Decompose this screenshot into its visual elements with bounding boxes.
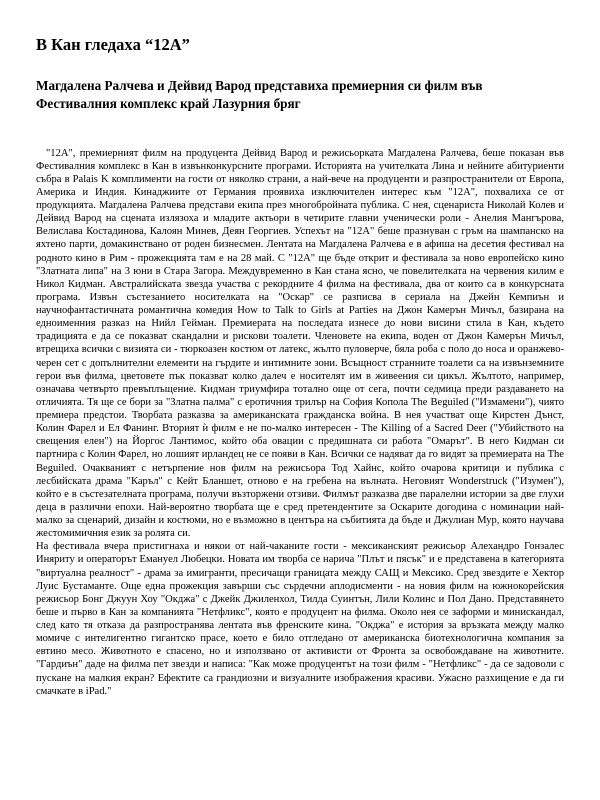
- article-title: В Кан гледахa “12А”: [36, 35, 190, 54]
- article-paragraph: "12А", премиерният филм на продуцента Дейвид Варод и режисьорката Магдалена Ралчева, беше показан във Фестивалния комплекс в Кан в извънконкурсните програми. Историята на учителката Лина и нейните абитуриенти събра в Palais K комплименти на гости от няколко страни, а най-вече на продуценти и разпространители от Европа, Америка и Индия. Кинаджиите от Германия проявиха изключителен интерес към "12А", похвалиха се от продукцията. Магдалена Ралчева представи екипа през многобройната публика. С нея, сценаристa Николай Колев и Дейвид Варод на сцената излязоха и младите актьори в четирите главни ученически роли - Анелия Мангъровa, Велислава Костадинова, Калоян Минев, Деян Георгиев. Успехът на "12А" беше празнуван с гръм на шампанско на яхтено парти, домакинствано от роден бизнесмен. Лентата на Магдалена Ралчева е в афиша на десетия фестивал на родното кино в Рим - прожекцията там е на 28 май. С "12А" ще бъде открит и фестивала за ново европейско кино "Златната липа" на 3 юни в Стара Загора. Междувременно в Кан стана ясно, че повелителката на червения килим е Никол Кидман. Австралийската звезда участва с рекордните 4 филма на фестивала, два от които са в конкурсната програма. Извън състезанието носителката на "Оскар" се разписва в сериала на Джейн Кемпиън и научнофантастичната романтична комедия How to Talk to Girls at Parties на Джон Камерън Мичъл, базирана на едноименния разказ на Нийл Гейман. Премиерата на последата изнесе до нови висини стила в Кан, където традицията е да се показват скандални и рискови тоалети. Членовете на екипа, воден от Джон Камерън Мичъл, втрещиха всички с визията си - тюркоазен костюм от латекс, жълто пуловерче, бяла роба с поло до носа и оранжево-черен сет с допълнителни елементи на гърдите и интимните зони. Всъщност странните тоалети са на извънземните герои във филма, цветовете пък показват колко далеч е носителят им в живеения си цикъл. Жълтото, например, означава четвърто превъплъщение. Кидман триумфира тотално още от сега, почти седмица преди раздаването на отличията. Тя ще се бори за "Златна палма" с еротичния трилър на София Копола The Beguiled ("Измамени"), чиято премиера предстои. Творбата разказва за американската гражданска война. В нея участват още Кирстен Дънст, Колин Фарел и Ел Фанинг. Вторият ѝ филм е не по-малко интересен - The Killing of a Sacred Deer ("Убийството на свещения елен") на Йоргос Лантимос, който оба овации с предишната си работа "Омарът". В него Кидман си партнира с Колин Фарел, но лошият ирландец не се появи в Кан. Всички се надяват да го видят за премиерата на The Beguiled. Очакваният с нетърпение нов филм на режисьора Тод Хайнс, който очарова критици и публика с лесбийската драма "Каръл" с Кейт Бланшет, отново е на гребена на вълната. Неговият Wonderstruck ("Изумен"), който е в състезателната програма, получи възторжени отзиви. Филмът разказва две паралелни истории за две глухи деца в различни епохи. Най-вероятно творбата ще е сред претендентите за Оскарите догодина с номинации най-малко за сценарий, дизайн и костюми, но е възможно в центъра на събитията да бъде и Джулиан Мур, която научава жестомимичния език за ролята си.: [36, 147, 564, 540]
- article-subtitle: Магдалена Ралчева и Дейвид Варод представиха премиерния си филм във Фестивалния комплекс край Лазурния бряг: [36, 77, 483, 111]
- article-paragraph: На фестивала вчера пристигнаха и някои от най-чаканите гости - мексиканският режисьор Алехандро Гонзалес Иняриту и операторът Емануел Любецки. Новата им творба се нарича "Плът и пясък" и е представена в категорията "виртуална реалност" - драма за имигранти, пресичащи границата между САЩ и Мексико. Сред звездите е Хектор Луис Бустамантe. Още една прожекция завърши със сърдечни аплодисменти - на новия филм на южнокорейския режисьор Бонг Джуун Хоу "Окджа" с Джейк Джиленхол, Тилда Суинтън, Лили Колинс и Пол Дано. Представянето беше и първо в Кан за компанията "Нетфликс", която е продуцент на филма. Около нея се заформи и минискандал, след като тя отказа да разпространява лентата във френските кина. "Окджа" е история за връзката между малко момиче с интелигентно гигантско прасе, което е било отгледано от американска биотехнологична компания за евтино месо. Животното е спасено, но и използвано от активисти от Фронта за освобождаване на животните. "Гардиън" даде на филма пет звезди и написа: "Как може продуцентът на този филм - "Нетфликс" - да се задоволи с пускане на малкия екран? Ефектите са грандиозни и визуалните изображения красиви. Ужасно разхищение е да ги смачкате в iPad.": [36, 541, 564, 697]
- article-body: [36, 147, 564, 698]
